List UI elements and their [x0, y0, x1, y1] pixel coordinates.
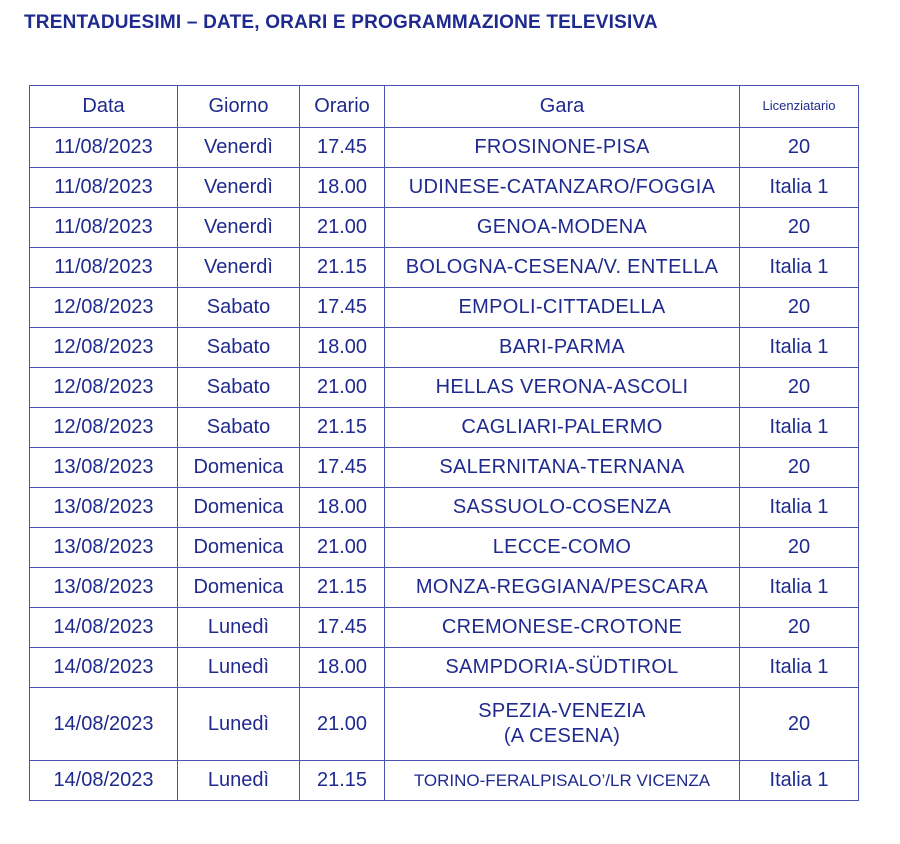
- table-row: [30, 648, 859, 688]
- cell-giorno: Domenica: [178, 528, 300, 568]
- cell-data: 11/08/2023: [30, 248, 178, 288]
- cell-orario: 21.00: [300, 208, 385, 248]
- schedule-table: [29, 85, 859, 801]
- cell-giorno: Venerdì: [178, 248, 300, 288]
- match-venue-note: (A CESENA): [503, 725, 621, 747]
- cell-gara: [385, 368, 740, 408]
- cell-orario: 21.15: [300, 408, 385, 448]
- cell-data: 12/08/2023: [30, 408, 178, 448]
- match-name: EMPOLI-CITTADELLA: [458, 296, 666, 318]
- cell-giorno: Lunedì: [178, 688, 300, 761]
- cell-licenziatario: Italia 1: [740, 248, 859, 288]
- cell-orario: 17.45: [300, 608, 385, 648]
- cell-licenziatario: 20: [740, 448, 859, 488]
- header-orario: Orario: [300, 86, 385, 128]
- cell-gara: [385, 408, 740, 448]
- match-name: HELLAS VERONA-ASCOLI: [435, 376, 689, 398]
- cell-licenziatario: Italia 1: [740, 408, 859, 448]
- cell-licenziatario: 20: [740, 528, 859, 568]
- cell-orario: 18.00: [300, 328, 385, 368]
- match-name: UDINESE-CATANZARO/FOGGIA: [408, 176, 716, 198]
- match-name: MONZA-REGGIANA/PESCARA: [415, 576, 709, 598]
- cell-licenziatario: Italia 1: [740, 488, 859, 528]
- cell-giorno: Sabato: [178, 408, 300, 448]
- cell-gara: [385, 208, 740, 248]
- table-row: [30, 528, 859, 568]
- header-data: Data: [30, 86, 178, 128]
- cell-orario: 18.00: [300, 648, 385, 688]
- match-name: SAMPDORIA-SÜDTIROL: [445, 656, 679, 678]
- cell-licenziatario: 20: [740, 128, 859, 168]
- cell-gara: [385, 648, 740, 688]
- table-row: [30, 408, 859, 448]
- header-gara: Gara: [385, 86, 740, 128]
- cell-orario: 18.00: [300, 488, 385, 528]
- table-row: [30, 448, 859, 488]
- cell-orario: 21.00: [300, 368, 385, 408]
- match-name: CREMONESE-CROTONE: [441, 616, 683, 638]
- table-row: [30, 608, 859, 648]
- cell-orario: 21.00: [300, 688, 385, 761]
- cell-giorno: Sabato: [178, 368, 300, 408]
- cell-orario: 17.45: [300, 448, 385, 488]
- header-licenziatario: Licenziatario: [740, 86, 859, 128]
- cell-data: 12/08/2023: [30, 368, 178, 408]
- match-name: BOLOGNA-CESENA/V. ENTELLA: [405, 256, 719, 278]
- cell-licenziatario: 20: [740, 288, 859, 328]
- cell-gara: [385, 528, 740, 568]
- cell-licenziatario: 20: [740, 368, 859, 408]
- cell-giorno: Domenica: [178, 488, 300, 528]
- match-name: CAGLIARI-PALERMO: [461, 416, 663, 438]
- match-name: SPEZIA-VENEZIA: [478, 700, 646, 722]
- cell-data: 14/08/2023: [30, 608, 178, 648]
- cell-orario: 21.15: [300, 568, 385, 608]
- cell-gara: [385, 288, 740, 328]
- table-row: [30, 288, 859, 328]
- cell-giorno: Venerdì: [178, 168, 300, 208]
- match-name: SASSUOLO-COSENZA: [452, 496, 672, 518]
- cell-giorno: Sabato: [178, 328, 300, 368]
- cell-data: 12/08/2023: [30, 288, 178, 328]
- cell-gara: [385, 488, 740, 528]
- cell-data: 11/08/2023: [30, 208, 178, 248]
- cell-licenziatario: 20: [740, 608, 859, 648]
- cell-data: 14/08/2023: [30, 688, 178, 761]
- cell-gara: [385, 448, 740, 488]
- cell-orario: 21.00: [300, 528, 385, 568]
- table-body: [30, 128, 859, 801]
- table-header-row: [30, 86, 859, 128]
- cell-giorno: Venerdì: [178, 128, 300, 168]
- cell-gara: [385, 761, 740, 801]
- table-row: [30, 688, 859, 761]
- match-name: GENOA-MODENA: [476, 216, 648, 238]
- table-row: [30, 368, 859, 408]
- cell-giorno: Sabato: [178, 288, 300, 328]
- cell-orario: 18.00: [300, 168, 385, 208]
- cell-data: 11/08/2023: [30, 168, 178, 208]
- table-row: [30, 761, 859, 801]
- cell-gara: [385, 608, 740, 648]
- cell-data: 14/08/2023: [30, 648, 178, 688]
- table-row: [30, 328, 859, 368]
- table-row: [30, 248, 859, 288]
- cell-data: 13/08/2023: [30, 448, 178, 488]
- cell-giorno: Lunedì: [178, 761, 300, 801]
- cell-licenziatario: Italia 1: [740, 648, 859, 688]
- cell-data: 13/08/2023: [30, 568, 178, 608]
- cell-orario: 21.15: [300, 761, 385, 801]
- table-row: [30, 208, 859, 248]
- cell-giorno: Lunedì: [178, 648, 300, 688]
- table-row: [30, 568, 859, 608]
- match-name: FROSINONE-PISA: [474, 136, 650, 158]
- cell-licenziatario: Italia 1: [740, 168, 859, 208]
- cell-gara: [385, 128, 740, 168]
- cell-giorno: Domenica: [178, 568, 300, 608]
- cell-licenziatario: 20: [740, 688, 859, 761]
- cell-gara: [385, 248, 740, 288]
- match-name: BARI-PARMA: [499, 336, 625, 358]
- cell-giorno: Domenica: [178, 448, 300, 488]
- table-row: [30, 168, 859, 208]
- page-title: TRENTADUESIMI – DATE, ORARI E PROGRAMMAZIONE TELEVISIVA: [24, 12, 658, 33]
- table-row: [30, 128, 859, 168]
- cell-gara: [385, 168, 740, 208]
- cell-giorno: Venerdì: [178, 208, 300, 248]
- cell-licenziatario: Italia 1: [740, 568, 859, 608]
- header-giorno: Giorno: [178, 86, 300, 128]
- cell-giorno: Lunedì: [178, 608, 300, 648]
- match-name: SALERNITANA-TERNANA: [439, 456, 685, 478]
- cell-gara: [385, 328, 740, 368]
- table-row: [30, 488, 859, 528]
- match-name: LECCE-COMO: [492, 536, 632, 558]
- cell-licenziatario: Italia 1: [740, 761, 859, 801]
- cell-data: 12/08/2023: [30, 328, 178, 368]
- cell-orario: 17.45: [300, 128, 385, 168]
- match-name: TORINO-FERALPISALO’/LR VICENZA: [413, 770, 711, 790]
- cell-data: 13/08/2023: [30, 488, 178, 528]
- cell-data: 13/08/2023: [30, 528, 178, 568]
- cell-licenziatario: 20: [740, 208, 859, 248]
- cell-gara: [385, 688, 740, 761]
- cell-data: 11/08/2023: [30, 128, 178, 168]
- cell-licenziatario: Italia 1: [740, 328, 859, 368]
- cell-orario: 17.45: [300, 288, 385, 328]
- cell-data: 14/08/2023: [30, 761, 178, 801]
- cell-gara: [385, 568, 740, 608]
- cell-orario: 21.15: [300, 248, 385, 288]
